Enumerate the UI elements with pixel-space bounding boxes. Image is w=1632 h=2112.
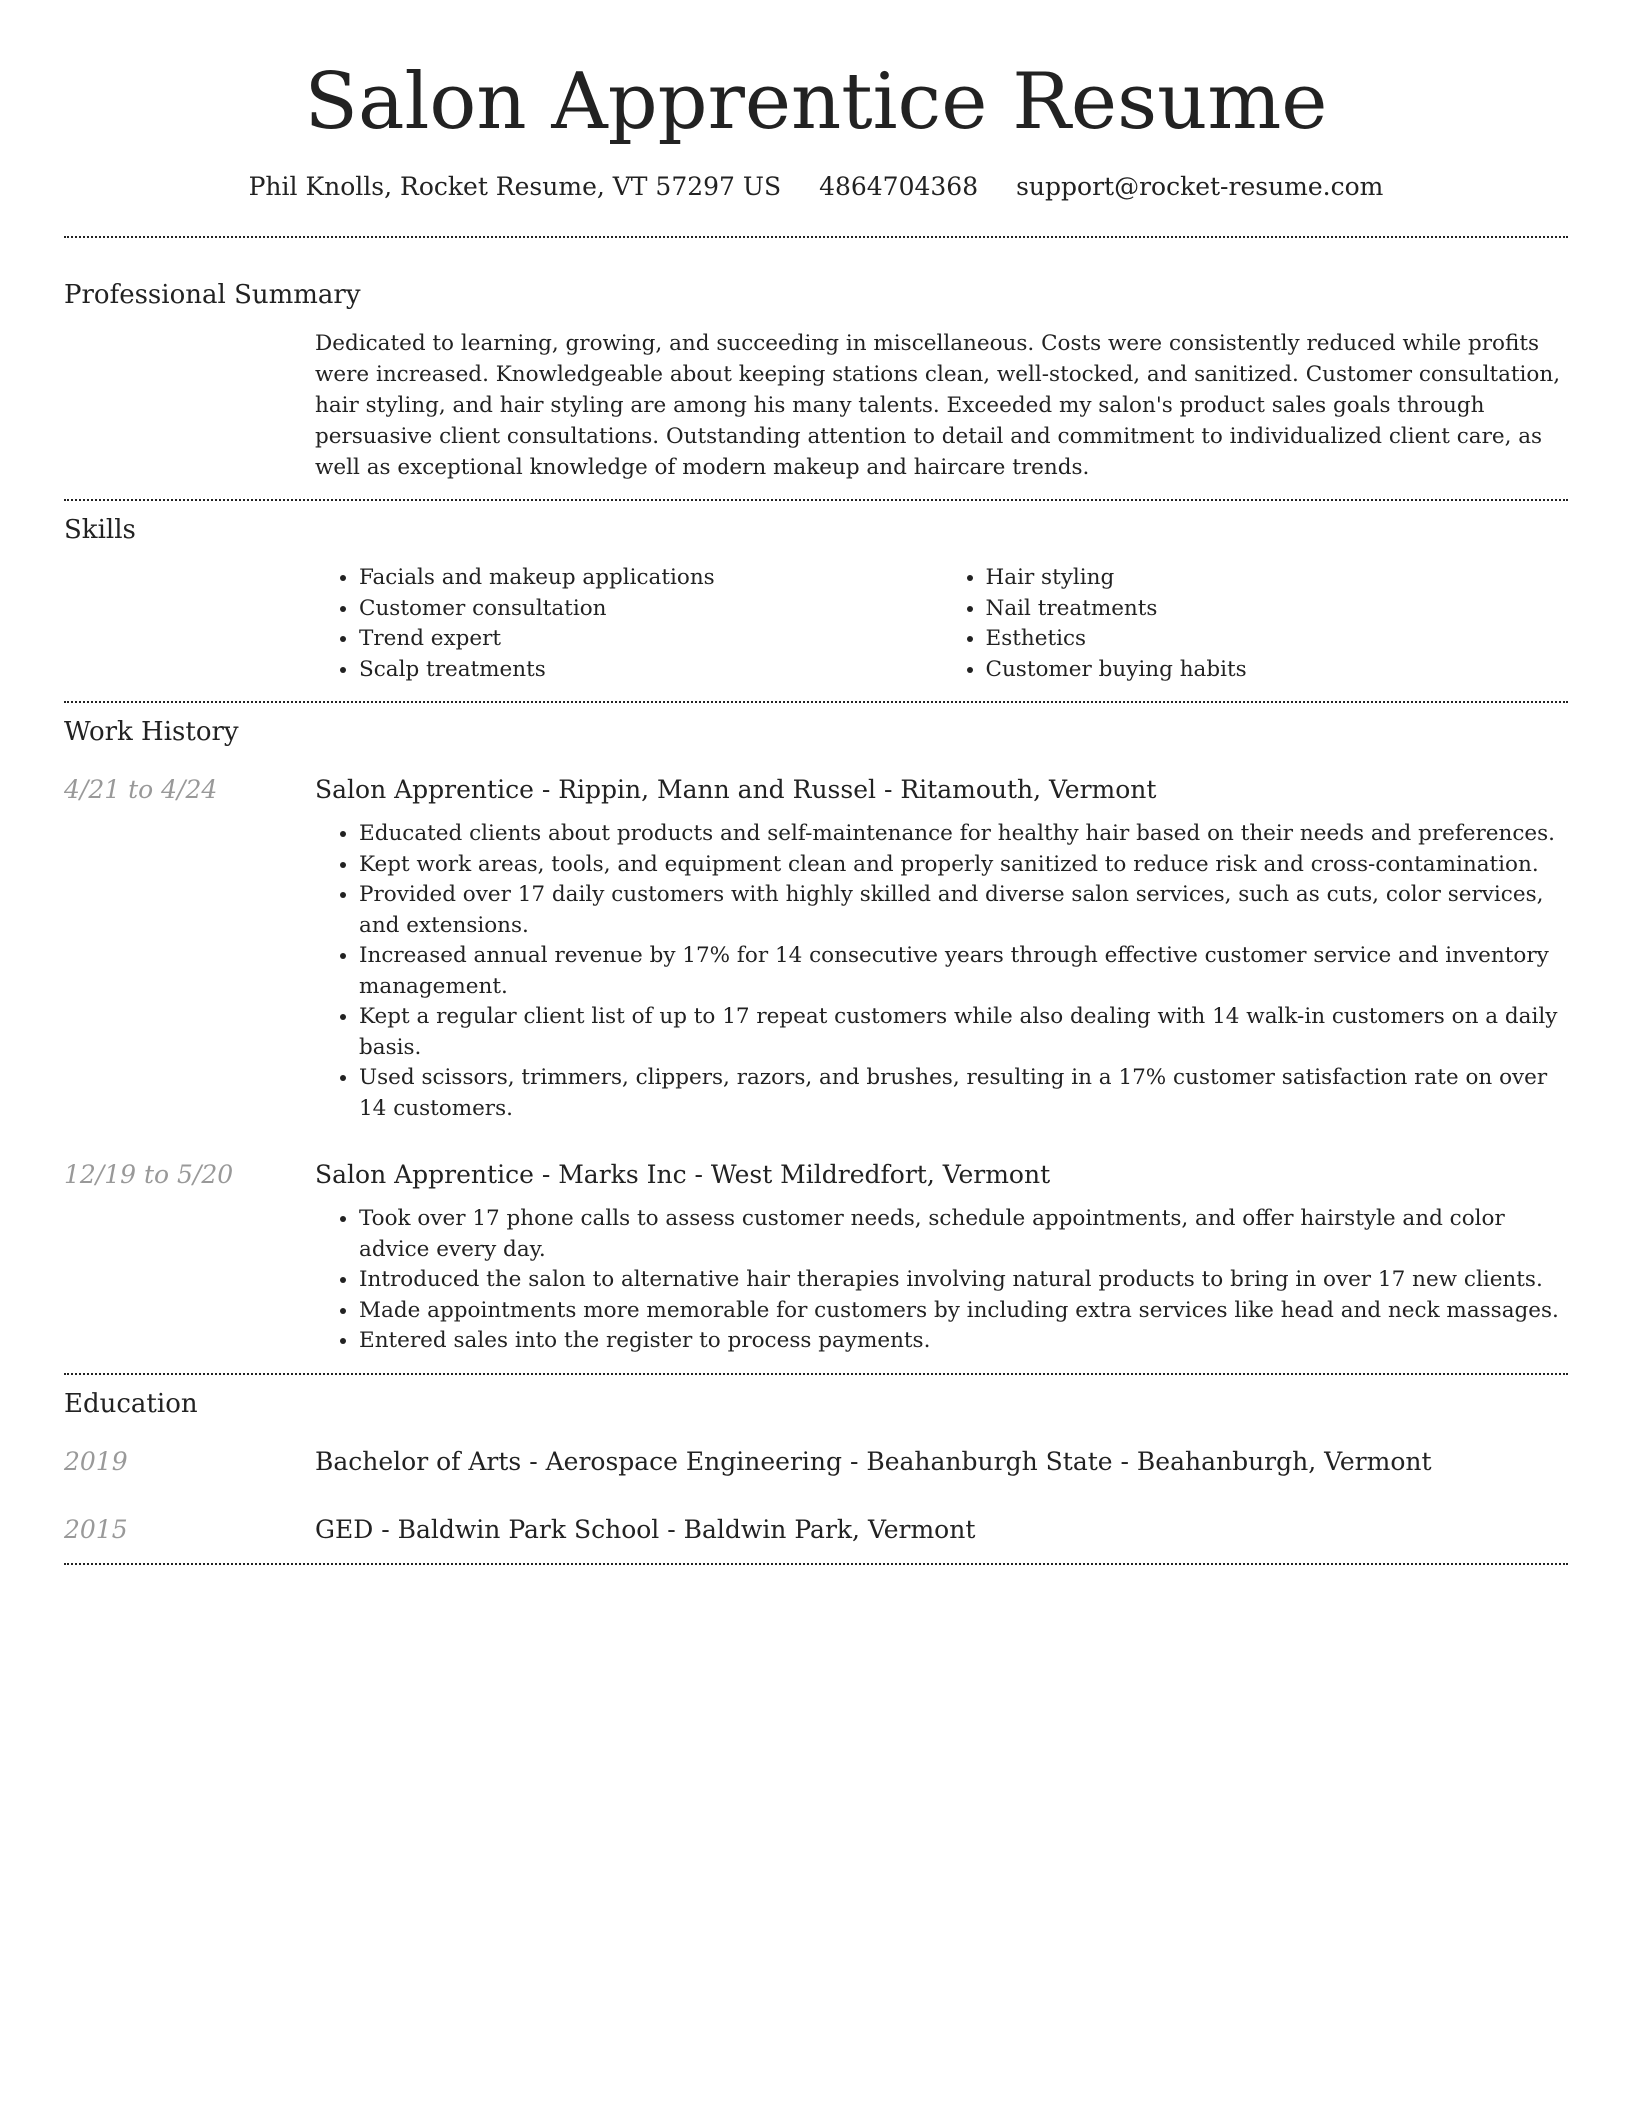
divider xyxy=(64,1563,1568,1565)
education-entry xyxy=(64,1513,1568,1547)
job-dates: 12/19 to 5/20 xyxy=(64,1160,234,1189)
section-heading-work-history: Work History xyxy=(64,717,239,747)
divider xyxy=(64,1373,1568,1375)
education-year: 2015 xyxy=(64,1514,128,1544)
contact-phone: 4864704368 xyxy=(819,172,979,201)
job-bullet: • Took over 17 phone calls to assess customer needs, schedule appointments, and offer hairstyle and color advice every day. xyxy=(359,1204,1568,1265)
work-history-section xyxy=(64,715,1568,1373)
contact-email: support@rocket-resume.com xyxy=(1016,172,1384,201)
skills-list-left xyxy=(315,563,942,685)
skill-item: • Customer buying habits xyxy=(986,655,1569,686)
job-bullet: • Educated clients about products and self-maintenance for healthy hair based on their needs and preferences. xyxy=(359,819,1568,850)
skill-item: • Scalp treatments xyxy=(359,655,942,686)
education-year: 2019 xyxy=(64,1446,128,1476)
divider xyxy=(64,701,1568,703)
contact-line xyxy=(64,170,1568,204)
education-section xyxy=(64,1387,1568,1547)
contact-address: Phil Knolls, Rocket Resume, VT 57297 US xyxy=(248,172,782,201)
job-title: Salon Apprentice - Marks Inc - West Mildredfort, Vermont xyxy=(315,1160,1051,1189)
skills-grid xyxy=(315,563,1568,685)
divider xyxy=(64,236,1568,238)
section-heading-education: Education xyxy=(64,1388,198,1419)
skill-item: • Nail treatments xyxy=(986,594,1569,625)
job-bullet: • Introduced the salon to alternative hair therapies involving natural products to bring in over 17 new clients. xyxy=(359,1265,1568,1296)
section-heading-summary: Professional Summary xyxy=(64,280,361,310)
job-bullet: • Provided over 17 daily customers with highly skilled and diverse salon services, such as cuts, color services, and extensions. xyxy=(359,880,1568,941)
education-details: Bachelor of Arts - Aerospace Engineering - Beahanburgh State - Beahanburgh, Vermont xyxy=(315,1446,1432,1476)
job-entry xyxy=(64,1158,1568,1373)
section-heading-skills: Skills xyxy=(64,515,136,545)
job-bullet: • Kept work areas, tools, and equipment clean and properly sanitized to reduce risk and cross-contamination. xyxy=(359,850,1568,881)
skill-item: • Facials and makeup applications xyxy=(359,563,942,594)
skills-list-right xyxy=(942,563,1569,685)
job-bullets xyxy=(315,1204,1568,1357)
job-entry xyxy=(64,773,1568,1124)
job-bullet: • Entered sales into the register to process payments. xyxy=(359,1326,1568,1357)
professional-summary-section xyxy=(64,278,1568,483)
education-entry xyxy=(64,1445,1568,1479)
job-dates: 4/21 to 4/24 xyxy=(64,775,218,804)
skill-item: • Trend expert xyxy=(359,624,942,655)
job-bullet: • Made appointments more memorable for customers by including extra services like head and neck massages. xyxy=(359,1296,1568,1327)
skill-item: • Hair styling xyxy=(986,563,1569,594)
job-bullet: • Used scissors, trimmers, clippers, razors, and brushes, resulting in a 17% customer satisfaction rate on over 14 customers. xyxy=(359,1063,1568,1124)
job-title: Salon Apprentice - Rippin, Mann and Russel - Ritamouth, Vermont xyxy=(315,775,1157,804)
job-bullet: • Increased annual revenue by 17% for 14 consecutive years through effective customer service and inventory management. xyxy=(359,941,1568,1002)
job-bullet: • Kept a regular client list of up to 17 repeat customers while also dealing with 14 walk-in customers on a daily basis. xyxy=(359,1002,1568,1063)
skills-section xyxy=(64,513,1568,685)
resume-title: Salon Apprentice Resume xyxy=(304,57,1328,147)
summary-text: Dedicated to learning, growing, and succeeding in miscellaneous. Costs were consistently reduced while profits were increased. Knowledgeable about keeping stations clean, well-stocked, and sanitized. Customer consultation, hair styling, and hair styling are among his many talents. Exceeded my salon's product sales goals through persuasive client consultations. Outstanding attention to detail and commitment to individualized client care, as well as exceptional knowledge of modern makeup and haircare trends. xyxy=(315,331,1561,480)
divider xyxy=(64,499,1568,501)
skill-item: • Esthetics xyxy=(986,624,1569,655)
skill-item: • Customer consultation xyxy=(359,594,942,625)
education-details: GED - Baldwin Park School - Baldwin Park, Vermont xyxy=(315,1514,976,1544)
job-bullets xyxy=(315,819,1568,1124)
